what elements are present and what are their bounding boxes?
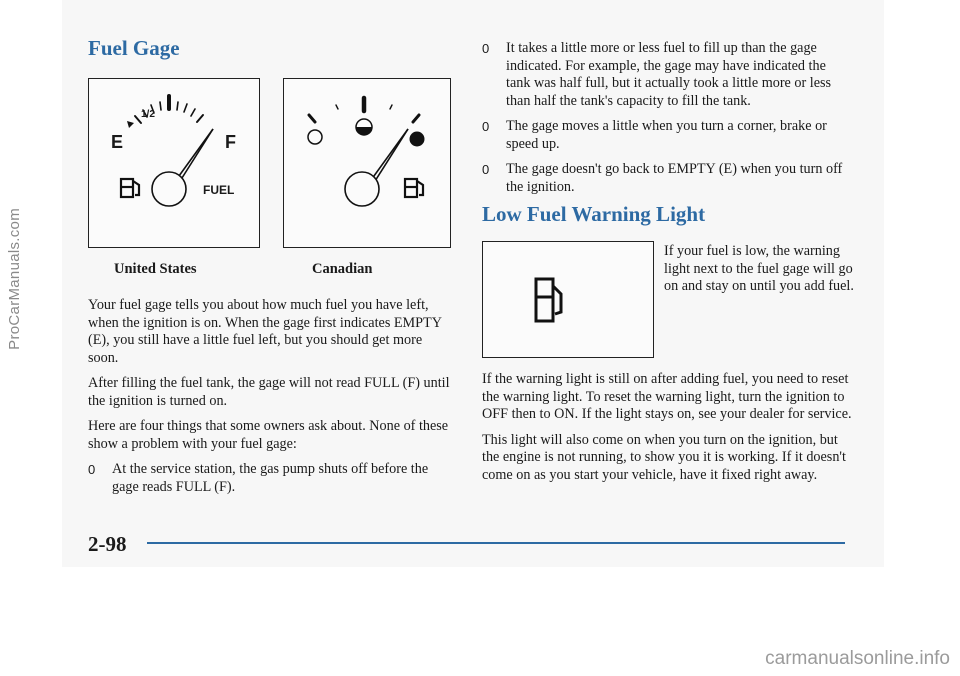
- gauge-label-fuel: FUEL: [203, 183, 235, 197]
- list-item: [482, 40, 852, 110]
- fuel-pump-icon: [405, 179, 423, 197]
- bullet-text: The gage moves a little when you turn a corner, brake or speed up.: [506, 118, 827, 152]
- bullet-marker: 0: [482, 162, 490, 177]
- footer-rule: [147, 542, 845, 544]
- gauge-label-full: F: [225, 132, 236, 152]
- bullet-marker: 0: [482, 119, 490, 134]
- paragraph: After filling the fuel tank, the gage will not read FULL (F) until the ignition is turned on.: [88, 375, 450, 409]
- bullet-text: It takes a little more or less fuel to fill up than the gage indicated. For example, the gage may have indicated the tank was half full, but it actually took a little more or less than half the tank's capacity to fill the tank.: [506, 40, 832, 109]
- fuel-pump-icon: [121, 179, 139, 197]
- fuel-gage-body: [88, 297, 456, 504]
- gauge-label-empty: E: [111, 132, 124, 152]
- bullet-text: The gage doesn't go back to EMPTY (E) when you turn off the ignition.: [506, 161, 843, 195]
- low-fuel-warning-light-illustration: [482, 241, 654, 358]
- bottom-watermark: carmanualsonline.info: [765, 648, 950, 669]
- fuel-gage-heading: Fuel Gage: [88, 36, 180, 60]
- bullet-text: At the service station, the gas pump shuts off before the gage reads FULL (F).: [112, 461, 429, 495]
- list-item: [482, 118, 852, 153]
- low-fuel-warning-heading: Low Fuel Warning Light: [482, 202, 706, 226]
- list-item: [88, 461, 456, 496]
- canadian-fuel-gauge-icon: [284, 79, 450, 247]
- warning-body: [482, 371, 854, 492]
- us-fuel-gauge-icon: [89, 79, 259, 247]
- bullet-marker: 0: [482, 41, 490, 56]
- paragraph: Your fuel gage tells you about how much fuel you have left, when the ignition is on. When the gage first indicates EMPTY (E), you still have a little fuel left, but you should get more soon.: [88, 297, 442, 366]
- paragraph: Here are four things that some owners ask about. None of these show a problem with your fuel gage:: [88, 418, 449, 452]
- caption-canadian: Canadian: [312, 261, 373, 277]
- caption-united-states: United States: [114, 261, 197, 277]
- right-bullets: [482, 40, 852, 204]
- page-number: 2-98: [88, 532, 127, 556]
- gauge-label-half: 1/2: [141, 109, 155, 120]
- paragraph: If the warning light is still on after adding fuel, you need to reset the warning light. To reset the warning light, turn the ignition to OFF then to ON. If the light stays on, see your dealer for service.: [482, 371, 852, 422]
- fuel-pump-icon: [536, 279, 561, 321]
- bullet-marker: 0: [88, 462, 96, 477]
- list-item: [482, 161, 852, 196]
- side-watermark: ProCarManuals.com: [6, 208, 23, 350]
- canadian-fuel-gauge-illustration: [283, 78, 451, 248]
- us-fuel-gauge-illustration: [88, 78, 260, 248]
- warning-intro: If your fuel is low, the warning light next to the fuel gage will go on and stay on until you add fuel.: [664, 243, 854, 294]
- paragraph: This light will also come on when you turn on the ignition, but the engine is not running, to show you it is working. If it doesn't come on as you start your vehicle, have it fixed right away.: [482, 431, 846, 483]
